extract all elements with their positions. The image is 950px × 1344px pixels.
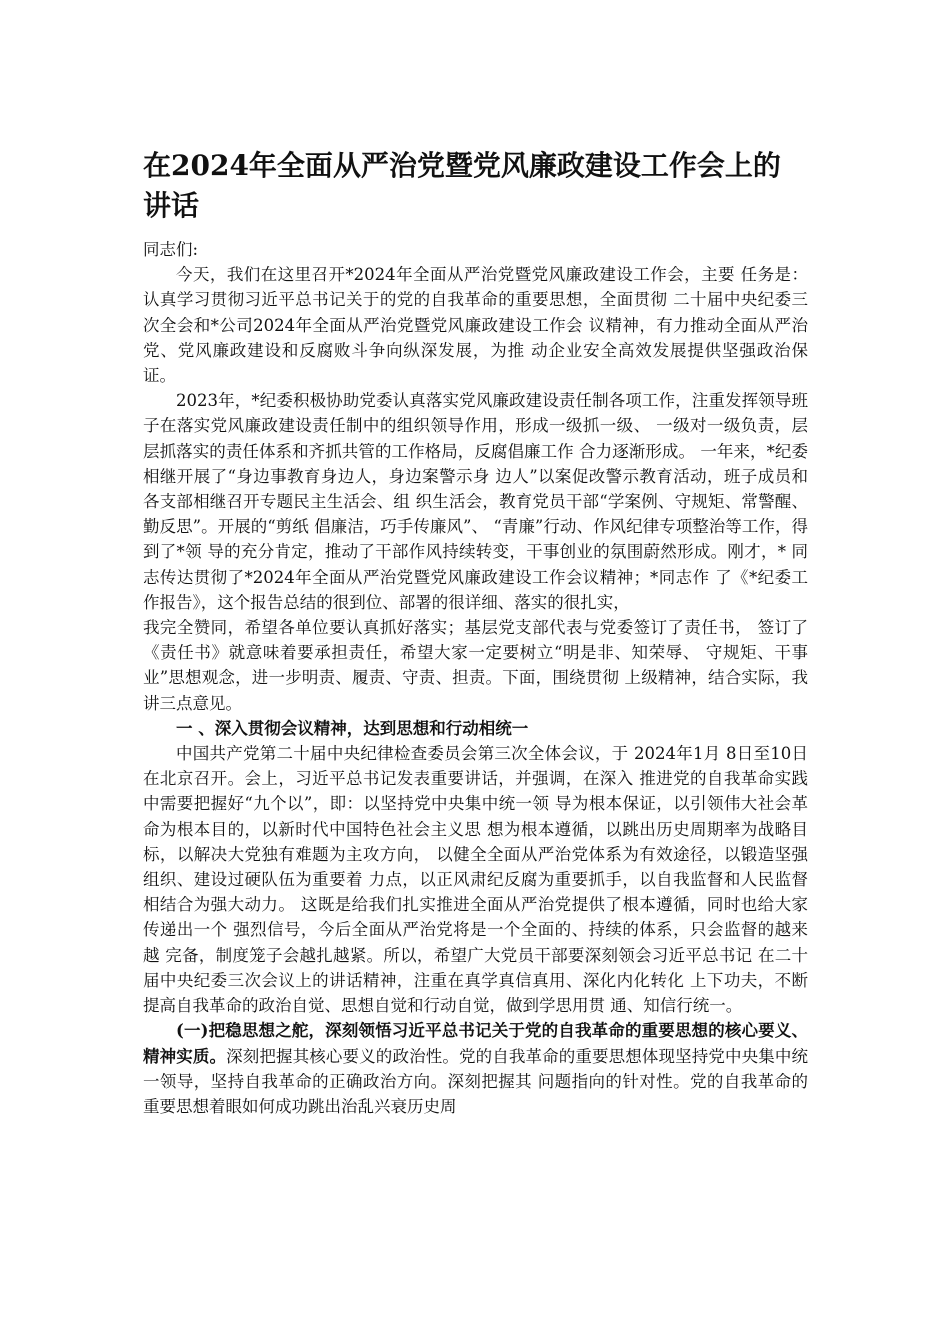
salutation: 同志们: <box>143 240 199 259</box>
paragraph-agreement: 我完全赞同，希望各单位要认真抓好落实；基层党支部代表与党委签订了责任书， 签订了《责任书》就意味着要承担责任，希望大家一定要树立“明是非、知荣辱、 守规矩、干事业”思想观念，进一步明责、履责、守责、担责。下面，围绕贯彻 上级精神，结合实际，我讲三点意见。 <box>143 618 808 713</box>
paragraph-intro: 今天，我们在这里召开*2024年全面从严治党暨党风廉政建设工作会，主要 任务是：认真学习贯彻习近平总书记关于的党的自我革命的重要思想，全面贯彻 二十届中央纪委三次全会和*公司2024年全面从严治党暨党风廉政建设工作会 议精神，有力推动全面从严治党、党风廉政建设和反腐败斗争向纵深发展，为推 动企业安全高效发展提供坚强政治保证。 <box>143 265 808 386</box>
subsection-1-heading: (一)把稳思想之舵，深刻领悟习近平总书记关于党的自我革命的重要思想的核心要义、精神实质。 <box>143 1021 808 1066</box>
section-heading-1: 一 、深入贯彻会议精神，达到思想和行动相统一 <box>176 718 529 738</box>
document-title: 在2024年全面从严治党暨党风廉政建设工作会上的 讲话 <box>143 149 781 222</box>
subsection-1-paragraph <box>143 1018 808 1119</box>
subsection-1-text: 深刻把握其核心要义的政治性。党的自我革命的重要思想体现坚持党中央集中统一领导，坚持自我革命的正确政治方向。深刻把握其 问题指向的针对性。党的自我革命的重要思想着眼如何成功跳出治乱兴衰历史周 <box>143 1046 809 1116</box>
document-body <box>143 237 808 1119</box>
paragraph-review-2023: 2023年，*纪委积极协助党委认真落实党风廉政建设责任制各项工作，注重发挥领导班子在落实党风廉政建设责任制中的组织领导作用，形成一级抓一级、 一级对一级负责，层层抓落实的责任体系和齐抓共管的工作格局，反腐倡廉工作 合力逐渐形成。 一年来，*纪委相继开展了“身边事教育身边人，身边案警示身 边人”以案促改警示教育活动，班子成员和各支部相继召开专题民主生活会、组 织生活会，教育党员干部“学案例、守规矩、常警醒、勤反思”。开展的“剪纸 倡廉洁，巧手传廉风”、 “青廉”行动、作风纪律专项整治等工作，得到了*领 导的充分肯定，推动了干部作风持续转变，干事创业的氛围蔚然形成。刚才，* 同志传达贯彻了*2024年全面从严治党暨党风廉政建设工作会议精神；*同志作 了《*纪委工作报告》，这个报告总结的很到位、部署的很详细、落实的很扎实， <box>143 391 808 612</box>
section-1-paragraph: 中国共产党第二十届中央纪律检查委员会第三次全体会议，于 2024年1月 8日至10日在北京召开。会上，习近平总书记发表重要讲话，并强调，在深入 推进党的自我革命实践中需要把握好“九个以”，即：以坚持党中央集中统一领 导为根本保证，以引领伟大社会革命为根本目的，以新时代中国特色社会主义思 想为根本遵循，以跳出历史周期率为战略目标，以解决大党独有难题为主攻方向， 以健全全面从严治党体系为有效途径，以锻造坚强组织、建设过硬队伍为重要着 力点，以正风肃纪反腐为重要抓手，以自我监督和人民监督相结合为强大动力。 这既是给我们扎实推进全面从严治党提供了根本遵循，同时也给大家传递出一个 强烈信号，今后全面从严治党将是一个全面的、持续的体系，只会监督的越来越 完备，制度笼子会越扎越紧。所以，希望广大党员干部要深刻领会习近平总书记 在二十届中央纪委三次会议上的讲话精神，注重在真学真信真用、深化内化转化 上下功夫，不断提高自我革命的政治自觉、思想自觉和行动自觉，做到学思用贯 通、知信行统一。 <box>143 744 808 1016</box>
